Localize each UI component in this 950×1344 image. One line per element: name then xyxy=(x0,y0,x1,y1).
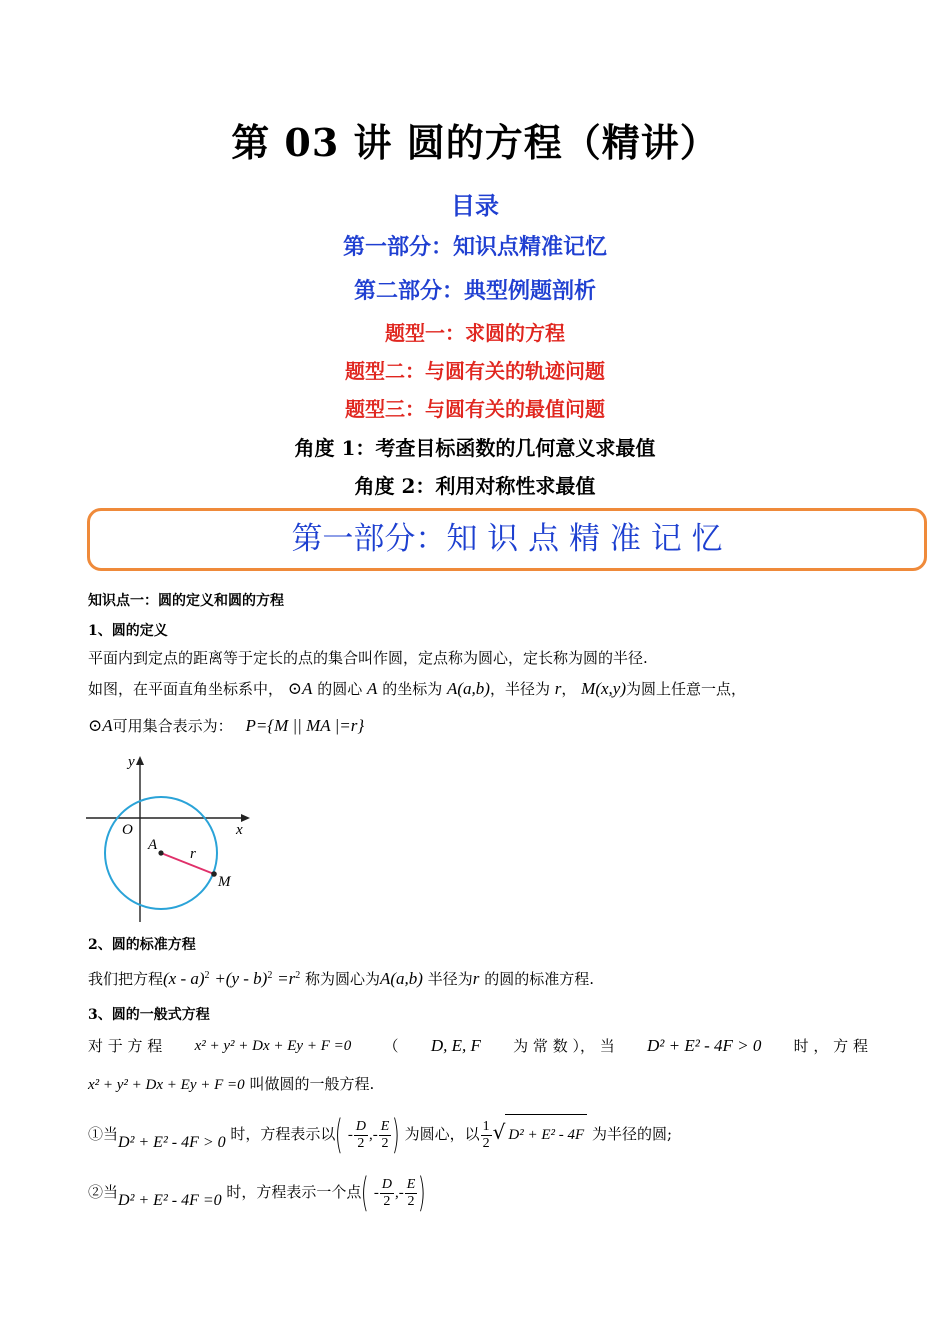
p4-a: 我们把方程 xyxy=(88,970,164,988)
c2-a: ②当 xyxy=(88,1183,119,1201)
kp1-sub1: 1、圆的定义 xyxy=(88,623,168,639)
kp1-p3 xyxy=(88,716,364,736)
p6-a: x² + y² + Dx + Ey + F =0 xyxy=(88,1077,245,1093)
c2-b: D² + E² - 4F =0 xyxy=(118,1192,222,1209)
kp1-p1: 平面内到定点的距离等于定长的点的集合叫作圆，定点称为圆心，定长称为圆的半径. xyxy=(88,649,648,667)
m-label: M xyxy=(218,874,231,890)
p5-f: D² + E² - 4F > 0 xyxy=(647,1036,762,1055)
p2-f: A(a,b) xyxy=(446,679,490,698)
p2-a: 如图，在平面直角坐标系中， xyxy=(88,680,284,698)
page-title: 第 03 讲 圆的方程（精讲） xyxy=(231,120,719,165)
frac-e-over-2: $\frac{E}{2}$ xyxy=(380,1118,390,1151)
frac-d-over-2: $\frac{D}{2}$ xyxy=(381,1176,392,1209)
p2-b: ⊙A xyxy=(287,679,313,698)
minus-sign: - xyxy=(398,1185,404,1201)
c1-a: ①当 xyxy=(88,1125,119,1143)
p4-c: +(y - b) xyxy=(214,969,268,988)
minus-sign: - xyxy=(372,1127,378,1143)
y-label: y xyxy=(128,754,135,770)
p4-f: A(a,b) xyxy=(380,969,423,988)
p5-e: 为 常 数 ）， 当 xyxy=(513,1037,615,1055)
toc-part2[interactable]: 第二部分：典型例题剖析 xyxy=(353,278,596,304)
kp1-p2 xyxy=(88,679,746,699)
p6-b: 叫做圆的一般方程. xyxy=(249,1075,375,1093)
kp1-p6 xyxy=(88,1074,374,1095)
p4-b: (x - a) xyxy=(163,969,205,988)
comma: , xyxy=(368,1127,373,1143)
toc-part1[interactable]: 第一部分：知识点精准记忆 xyxy=(342,234,607,260)
c1-f: 为半径的圆; xyxy=(591,1125,673,1143)
right-paren: ) xyxy=(392,1112,400,1158)
left-paren: ( xyxy=(361,1170,370,1216)
p5-c: （ xyxy=(383,1037,399,1055)
sqrt-radicand: D² + E² - 4F xyxy=(505,1114,587,1155)
center-point xyxy=(158,850,163,855)
c1-c: 时，方程表示以 xyxy=(230,1125,336,1143)
y-axis-arrow xyxy=(136,756,144,765)
kp1-sub3: 3、圆的一般式方程 xyxy=(88,1007,210,1023)
toc-angle2[interactable]: 角度 2：利用对称性求最值 xyxy=(354,474,596,498)
p2-k: 为圆上任意一点， xyxy=(626,680,747,698)
point-m xyxy=(211,871,217,877)
p4-h: r xyxy=(472,969,480,988)
p2-i: ， xyxy=(561,680,577,698)
radius-segment xyxy=(161,853,214,874)
p2-h: r xyxy=(554,679,562,698)
kp1-heading: 知识点一：圆的定义和圆的方程 xyxy=(88,593,284,609)
p4-i: 的圆的标准方程. xyxy=(484,970,594,988)
kp1-case1 xyxy=(88,1112,672,1163)
toc-type1[interactable]: 题型一：求圆的方程 xyxy=(385,321,565,345)
kp1-case2 xyxy=(88,1172,426,1221)
p5-g: 时 ， 方 程 xyxy=(793,1037,868,1055)
minus-sign: - xyxy=(347,1127,353,1143)
p2-c: 的圆心 xyxy=(317,680,363,698)
radius-label: r xyxy=(190,846,196,862)
p4-g: 半径为 xyxy=(427,970,473,988)
right-paren: ) xyxy=(418,1170,426,1216)
x-axis-arrow xyxy=(241,814,250,822)
left-paren: ( xyxy=(335,1112,344,1158)
p5-d: D, E, F xyxy=(430,1036,481,1055)
frac-d-over-2: $\frac{D}{2}$ xyxy=(355,1118,366,1151)
p2-d: A xyxy=(367,679,378,698)
c1-d: 为圆心，以 xyxy=(404,1125,480,1143)
p3-c: P={M || MA |=r} xyxy=(245,716,365,735)
comma: , xyxy=(394,1185,399,1201)
p5-b: x² + y² + Dx + Ey + F =0 xyxy=(194,1038,352,1054)
p4-d: =r xyxy=(277,969,296,988)
minus-sign: - xyxy=(373,1185,379,1201)
c1-b: D² + E² - 4F > 0 xyxy=(118,1134,226,1151)
p3-a: ⊙A xyxy=(88,716,113,735)
p2-g: ，半径为 xyxy=(489,680,550,698)
x-label: x xyxy=(236,822,243,838)
kp1-sub2: 2、圆的标准方程 xyxy=(88,937,196,953)
origin-label: O xyxy=(122,822,133,838)
circle-figure xyxy=(84,752,254,924)
section-banner: 第一部分：知 识 点 精 准 记 忆 xyxy=(87,508,927,571)
frac-one-half: $\frac{1}{2}$ xyxy=(482,1118,490,1151)
p4-e: 称为圆心为 xyxy=(305,970,381,988)
kp1-p4: 我们把方程$(x - a)^2 +(y - b)^2 =r^2$ 称为圆心为A(a,b) 半径为r 的圆的标准方程. xyxy=(88,969,594,988)
frac-e-over-2: $\frac{E}{2}$ xyxy=(406,1176,416,1209)
center-label: A xyxy=(148,837,158,853)
toc-angle1[interactable]: 角度 1：考查目标函数的几何意义求最值 xyxy=(294,436,656,460)
p2-j: M(x,y) xyxy=(581,679,626,698)
toc-heading: 目录 xyxy=(451,191,499,220)
p3-b: 可用集合表示为： xyxy=(112,717,233,735)
c2-c: 时，方程表示一个点 xyxy=(226,1183,362,1201)
toc-type2[interactable]: 题型二：与圆有关的轨迹问题 xyxy=(345,359,605,383)
kp1-p5 xyxy=(88,1036,868,1056)
toc-type3[interactable]: 题型三：与圆有关的最值问题 xyxy=(345,397,605,421)
sqrt-sign: √ xyxy=(492,1120,506,1144)
p5-a: 对 于 方 程 xyxy=(88,1037,163,1055)
p2-e: 的坐标为 xyxy=(382,680,443,698)
